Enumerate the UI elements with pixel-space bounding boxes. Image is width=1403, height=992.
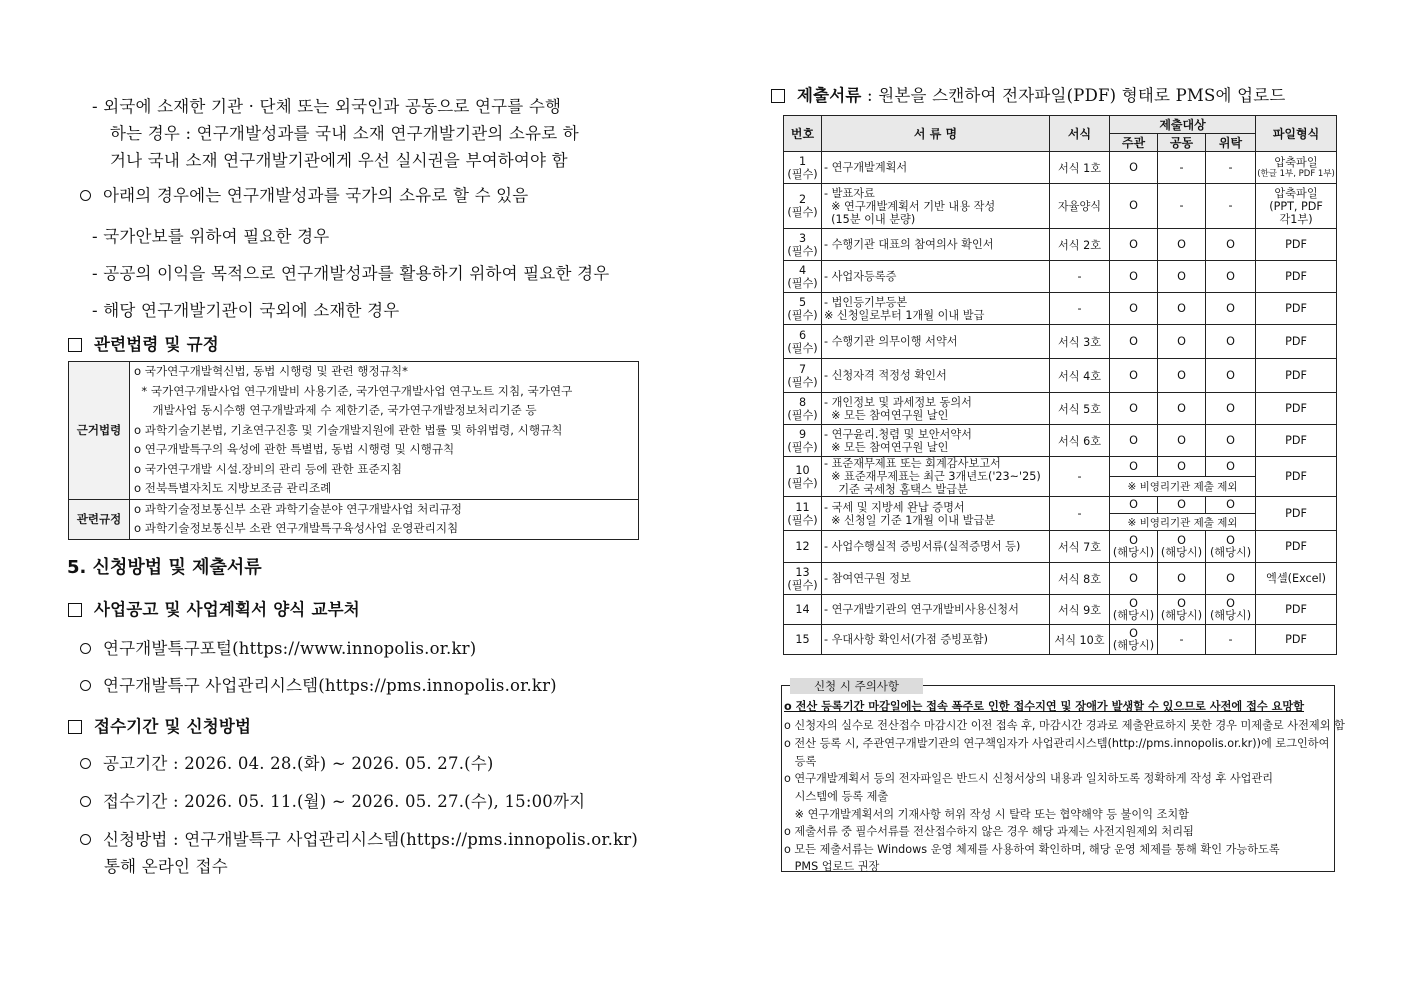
- doc-line: - 법인등기부등본: [824, 295, 908, 309]
- doc-name-cell: [822, 393, 1050, 425]
- form-cell: 서식 1호: [1050, 152, 1110, 184]
- form-cell: 서식 4호: [1050, 359, 1110, 393]
- filetype-line: (한글 1부, PDF 1부): [1257, 168, 1335, 179]
- row-number-cell: [784, 261, 822, 293]
- table-row: [784, 531, 1337, 563]
- target-a-cell: O: [1110, 229, 1158, 261]
- col-header-joint: 공동: [1158, 134, 1206, 152]
- row-number: 14: [795, 603, 810, 616]
- doc-line: ※ 모든 참여연구원 날인: [824, 440, 949, 454]
- target-a-cell: O: [1110, 425, 1158, 457]
- form-cell: 서식 2호: [1050, 229, 1110, 261]
- filetype-line: (PPT, PDF: [1269, 199, 1323, 213]
- table-row: [784, 152, 1337, 184]
- period-item-3: [80, 826, 638, 850]
- filetype-cell: [1256, 531, 1337, 563]
- basis-line: o 국가연구개발 시설.장비의 관리 등에 관한 표준지침: [134, 461, 403, 476]
- intro-line-2: 하는 경우 : 연구개발성과를 국내 소재 연구개발기관의 소유로 하: [110, 124, 579, 143]
- form-cell: 자율양식: [1050, 184, 1110, 229]
- target-b-cell: O: [1158, 359, 1206, 393]
- row-number-cell: [784, 425, 822, 457]
- target-a-cell: O: [1110, 457, 1158, 477]
- form-cell: 서식 7호: [1050, 531, 1110, 563]
- table-row: [784, 595, 1337, 625]
- filetype-cell: [1256, 152, 1337, 184]
- caution-line: 등록: [784, 755, 817, 768]
- table-row: [784, 261, 1337, 293]
- doc-line: - 개인정보 및 과세정보 동의서: [824, 395, 972, 409]
- filetype-line: PDF: [1285, 402, 1307, 415]
- row-number-cell: [784, 457, 822, 497]
- target-a-cell: O: [1110, 359, 1158, 393]
- target-c-cell: O: [1206, 229, 1256, 261]
- filetype-line: PDF: [1285, 434, 1307, 447]
- col-header-consign: 위탁: [1206, 134, 1256, 152]
- target-c-cell: O: [1206, 359, 1256, 393]
- target-a-cell: O: [1110, 563, 1158, 595]
- announce-period: 공고기간 : 2026. 04. 28.(화) ~ 2026. 05. 27.(수): [103, 754, 494, 773]
- target-b-cell: O (해당시): [1158, 595, 1206, 625]
- nonprofit-exempt-note: ※ 비영리기관 제출 제외: [1110, 514, 1256, 531]
- doc-line: - 표준재무제표 또는 회계감사보고서: [824, 457, 1001, 470]
- filetype-cell: [1256, 425, 1337, 457]
- circle-bullet-icon: [80, 796, 91, 807]
- filetype-line: 엑셀(Excel): [1266, 572, 1327, 585]
- row-required: (필수): [787, 440, 818, 454]
- basis-line: 개발사업 동시수행 연구개발과제 수 제한기준, 국가연구개발정보처리기준 등: [134, 403, 537, 417]
- rule-line: o 과학기술정보통신부 소관 과학기술분야 연구개발사업 처리규정: [134, 501, 462, 516]
- filetype-cell: [1256, 625, 1337, 655]
- caution-line: o 전산 등록기간 마감일에는 접속 폭주로 인한 접수지연 및 장애가 발생할 수 있으므로 사전에 접수 요망함: [784, 700, 1305, 713]
- target-c-cell: O: [1206, 497, 1256, 514]
- target-c-cell: O: [1206, 425, 1256, 457]
- target-b-cell: -: [1158, 152, 1206, 184]
- row-number: 9: [798, 427, 807, 441]
- doc-line: ※ 모든 참여연구원 날인: [824, 408, 949, 422]
- form-cell: -: [1050, 261, 1110, 293]
- caution-line: o 모든 제출서류는 Windows 운영 체제를 사용하여 확인하며, 해당 운영 체제를 통해 확인 가능하도록: [784, 843, 1280, 856]
- caution-line: o 연구개발계획서 등의 전자파일은 반드시 신청서상의 내용과 일치하도록 정확하게 작성 후 사업관리: [784, 772, 1274, 785]
- col-header-doc: 서 류 명: [822, 116, 1050, 152]
- target-a-cell: O (해당시): [1110, 595, 1158, 625]
- intro-line-1: - 외국에 소재한 기관 · 단체 또는 외국인과 공동으로 연구를 수행: [92, 97, 562, 116]
- period-item-1: [80, 750, 494, 774]
- filetype-line: PDF: [1285, 270, 1307, 283]
- filetype-cell: [1256, 457, 1337, 497]
- target-a-cell: O: [1110, 261, 1158, 293]
- row-number-cell: [784, 293, 822, 325]
- target-c-cell: O: [1206, 293, 1256, 325]
- notice-heading: [68, 596, 360, 620]
- notice-link-portal[interactable]: 연구개발특구포털(https://www.innopolis.or.kr): [103, 639, 477, 658]
- receipt-period: 접수기간 : 2026. 05. 11.(월) ~ 2026. 05. 27.(수), 15:00까지: [103, 792, 586, 811]
- filetype-line: PDF: [1285, 507, 1307, 520]
- doc-name-cell: [822, 595, 1050, 625]
- doc-line: ※ 표준재무제표는 최근 3개년도('23~'25): [824, 470, 1041, 483]
- doc-line: - 국세 및 지방세 완납 증명서: [824, 500, 965, 514]
- filetype-cell: [1256, 393, 1337, 425]
- period-item-2: [80, 788, 585, 812]
- filetype-line: 각1부): [1279, 212, 1313, 226]
- doc-line: - 연구윤리.청렴 및 보안서약서: [824, 427, 972, 441]
- target-c-cell: O (해당시): [1206, 595, 1256, 625]
- caution-line: o 신청자의 실수로 전산접수 마감시간 이전 접속 후, 마감시간 경과로 제출완료하지 못한 경우 미제출로 사전제외 함: [784, 719, 1345, 732]
- state-ownership-bullet: [80, 182, 528, 206]
- period-tail: 통해 온라인 접수: [104, 857, 228, 876]
- target-a-cell: O: [1110, 293, 1158, 325]
- form-cell: 서식 6호: [1050, 425, 1110, 457]
- caution-title: 신청 시 주의사항: [790, 678, 923, 694]
- row-number-cell: [784, 229, 822, 261]
- target-b-cell: O: [1158, 293, 1206, 325]
- rule-label: 관련규정: [69, 499, 130, 539]
- law-table: [68, 361, 639, 540]
- table-row: [784, 293, 1337, 325]
- form-cell: -: [1050, 497, 1110, 531]
- intro-line-3: 거나 국내 소재 연구개발기관에게 우선 실시권을 부여하여야 함: [110, 151, 568, 170]
- doc-name-cell: [822, 563, 1050, 595]
- circle-bullet-icon: [80, 834, 91, 845]
- target-b-cell: O: [1158, 229, 1206, 261]
- target-c-cell: -: [1206, 625, 1256, 655]
- filetype-cell: [1256, 563, 1337, 595]
- apply-method: 신청방법 : 연구개발특구 사업관리시스템(https://pms.innopolis.or.kr): [103, 830, 639, 849]
- caution-line: PMS 업로드 권장: [784, 860, 880, 873]
- nonprofit-exempt-note: ※ 비영리기관 제출 제외: [1110, 477, 1256, 497]
- state-ownership-text: 아래의 경우에는 연구개발성과를 국가의 소유로 할 수 있음: [103, 186, 529, 205]
- caution-line: o 전산 등록 시, 주관연구개발기관의 연구책임자가 사업관리시스템(http://pms.innopolis.or.kr))에 로그인하여: [784, 737, 1330, 750]
- row-number: 2: [798, 193, 807, 206]
- doc-name-cell: [822, 457, 1050, 497]
- filetype-line: PDF: [1285, 603, 1307, 616]
- doc-line: - 참여연구원 정보: [824, 572, 911, 585]
- filetype-line: PDF: [1285, 633, 1307, 646]
- rule-line: o 과학기술정보통신부 소관 연구개발특구육성사업 운영관리지침: [134, 521, 459, 535]
- law-heading-text: 관련법령 및 규정: [94, 335, 219, 354]
- circle-bullet-icon: [80, 190, 91, 201]
- circle-bullet-icon: [80, 680, 91, 691]
- table-row: [784, 325, 1337, 359]
- filetype-line: PDF: [1285, 369, 1307, 382]
- row-number: 11: [795, 500, 810, 514]
- row-number: 3: [798, 231, 807, 245]
- row-number-cell: [784, 393, 822, 425]
- doc-name-cell: [822, 325, 1050, 359]
- target-a-cell: O (해당시): [1110, 531, 1158, 563]
- submission-heading-bold: 제출서류: [797, 86, 862, 105]
- target-c-cell: -: [1206, 184, 1256, 229]
- notice-item-2: [80, 672, 557, 696]
- doc-name-cell: [822, 531, 1050, 563]
- filetype-line: 압축파일: [1274, 155, 1318, 169]
- doc-line: - 수행기관 대표의 참여의사 확인서: [824, 238, 994, 251]
- row-number-cell: [784, 497, 822, 531]
- table-row: [784, 563, 1337, 595]
- col-header-filetype: 파일형식: [1256, 116, 1337, 152]
- caution-line: 시스템에 등록 제출: [784, 790, 889, 803]
- row-required: (필수): [787, 578, 818, 592]
- target-b-cell: O: [1158, 261, 1206, 293]
- submission-heading: [771, 82, 1286, 106]
- row-number: 5: [798, 295, 807, 309]
- doc-line: - 신청자격 적정성 확인서: [824, 369, 947, 382]
- row-required: (필수): [787, 341, 818, 355]
- target-b-cell: O: [1158, 325, 1206, 359]
- checkbox-square-icon: [771, 89, 785, 103]
- basis-content: [130, 362, 639, 500]
- table-row: [784, 497, 1337, 514]
- checkbox-square-icon: [68, 338, 82, 352]
- row-number: 15: [795, 633, 810, 646]
- filetype-cell: [1256, 261, 1337, 293]
- filetype-line: PDF: [1285, 302, 1307, 315]
- row-required: (필수): [787, 244, 818, 258]
- row-required: (필수): [787, 167, 818, 181]
- filetype-line: PDF: [1285, 470, 1307, 483]
- caution-line: ※ 연구개발계획서의 기재사항 허위 작성 시 탈락 또는 협약해약 등 불이익 조치함: [784, 808, 1189, 821]
- submission-heading-rest: : 원본을 스캔하여 전자파일(PDF) 형태로 PMS에 업로드: [861, 86, 1286, 105]
- basis-line: o 국가연구개발혁신법, 동법 시행령 및 관련 행정규칙*: [134, 364, 408, 378]
- target-c-cell: O: [1206, 325, 1256, 359]
- caution-line: o 제출서류 중 필수서류를 전산접수하지 않은 경우 해당 과제는 사전지원제외 처리됨: [784, 825, 1194, 838]
- doc-name-cell: [822, 625, 1050, 655]
- row-number: 13: [795, 565, 810, 579]
- col-header-no: 번호: [784, 116, 822, 152]
- doc-line: - 사업자등록증: [824, 270, 897, 283]
- col-header-lead: 주관: [1110, 134, 1158, 152]
- doc-line: - 수행기관 의무이행 서약서: [824, 335, 958, 348]
- table-row: [784, 457, 1337, 477]
- row-number-cell: [784, 184, 822, 229]
- filetype-cell: [1256, 497, 1337, 531]
- row-number-cell: [784, 152, 822, 184]
- doc-line: - 우대사항 확인서(가점 증빙포함): [824, 633, 988, 646]
- row-required: (필수): [787, 308, 818, 322]
- notice-heading-text: 사업공고 및 사업계획서 양식 교부처: [94, 600, 360, 619]
- row-required: (필수): [787, 206, 818, 219]
- doc-line: - 발표자료: [824, 186, 875, 200]
- doc-name-cell: [822, 229, 1050, 261]
- row-number: 7: [798, 362, 807, 376]
- row-number: 4: [798, 263, 807, 277]
- doc-line: ※ 연구개발계획서 기반 내용 작성: [824, 199, 996, 213]
- row-number-cell: [784, 563, 822, 595]
- circle-bullet-icon: [80, 643, 91, 654]
- basis-line: o 연구개발특구의 육성에 관한 특별법, 동법 시행령 및 시행규칙: [134, 442, 455, 456]
- row-required: (필수): [787, 513, 818, 527]
- form-cell: 서식 5호: [1050, 393, 1110, 425]
- target-a-cell: O: [1110, 497, 1158, 514]
- basis-line: o 과학기술기본법, 기초연구진흥 및 기술개발지원에 관한 법률 및 하위법령, 시행규칙: [134, 422, 563, 437]
- circle-bullet-icon: [80, 758, 91, 769]
- row-number: 6: [798, 328, 807, 342]
- basis-line: * 국가연구개발사업 연구개발비 사용기준, 국가연구개발사업 연구노트 지침, 국가연구: [134, 383, 573, 398]
- target-c-cell: O (해당시): [1206, 531, 1256, 563]
- target-c-cell: -: [1206, 152, 1256, 184]
- form-cell: -: [1050, 457, 1110, 497]
- basis-label: 근거법령: [69, 362, 130, 500]
- form-cell: 서식 3호: [1050, 325, 1110, 359]
- form-cell: 서식 9호: [1050, 595, 1110, 625]
- filetype-line: PDF: [1285, 335, 1307, 348]
- filetype-cell: [1256, 229, 1337, 261]
- row-number: 1: [798, 154, 807, 168]
- target-b-cell: O: [1158, 563, 1206, 595]
- target-b-cell: O: [1158, 393, 1206, 425]
- filetype-cell: [1256, 359, 1337, 393]
- row-number: 10: [795, 463, 810, 477]
- target-c-cell: O: [1206, 457, 1256, 477]
- doc-line: 기준 국세청 홈택스 발급분: [824, 483, 968, 496]
- doc-name-cell: [822, 152, 1050, 184]
- form-cell: 서식 8호: [1050, 563, 1110, 595]
- filetype-cell: [1256, 325, 1337, 359]
- checkbox-square-icon: [68, 720, 82, 734]
- col-header-form: 서식: [1050, 116, 1110, 152]
- row-number-cell: [784, 325, 822, 359]
- row-number: 12: [795, 540, 810, 553]
- filetype-line: PDF: [1285, 238, 1307, 251]
- doc-name-cell: [822, 359, 1050, 393]
- target-a-cell: O: [1110, 152, 1158, 184]
- row-required: (필수): [787, 276, 818, 290]
- target-a-cell: O (해당시): [1110, 625, 1158, 655]
- doc-line: ※ 신청일 기준 1개월 이내 발급분: [824, 513, 996, 527]
- table-row: [784, 359, 1337, 393]
- filetype-line: PDF: [1285, 540, 1307, 553]
- state-item-3: - 해당 연구개발기관이 국외에 소재한 경우: [92, 301, 400, 320]
- target-b-cell: O: [1158, 425, 1206, 457]
- row-required: (필수): [787, 375, 818, 389]
- checkbox-square-icon: [68, 603, 82, 617]
- target-c-cell: O: [1206, 393, 1256, 425]
- filetype-cell: [1256, 595, 1337, 625]
- filetype-line: 압축파일: [1274, 186, 1318, 200]
- doc-name-cell: [822, 261, 1050, 293]
- basis-line: o 전북특별자치도 지방보조금 관리조례: [134, 481, 332, 495]
- target-b-cell: O (해당시): [1158, 531, 1206, 563]
- doc-name-cell: [822, 293, 1050, 325]
- doc-line: - 사업수행실적 증빙서류(실적증명서 등): [824, 540, 1021, 553]
- target-b-cell: O: [1158, 457, 1206, 477]
- state-item-2: - 공공의 이익을 목적으로 연구개발성과를 활용하기 위하여 필요한 경우: [92, 264, 610, 283]
- notice-link-pms[interactable]: 연구개발특구 사업관리시스템(https://pms.innopolis.or.kr): [103, 676, 557, 695]
- table-row: [784, 229, 1337, 261]
- filetype-cell: [1256, 184, 1337, 229]
- target-c-cell: O: [1206, 261, 1256, 293]
- table-row: [784, 425, 1337, 457]
- target-b-cell: O: [1158, 497, 1206, 514]
- row-required: (필수): [787, 408, 818, 422]
- doc-line: ※ 신청일로부터 1개월 이내 발급: [824, 308, 985, 322]
- period-heading-text: 접수기간 및 신청방법: [94, 717, 252, 736]
- doc-name-cell: [822, 184, 1050, 229]
- target-c-cell: O: [1206, 563, 1256, 595]
- row-required: (필수): [787, 476, 818, 490]
- target-a-cell: O: [1110, 393, 1158, 425]
- section5-title: 5. 신청방법 및 제출서류: [67, 557, 262, 578]
- submission-table: [783, 115, 1337, 655]
- notice-item-1: [80, 635, 476, 659]
- row-number-cell: [784, 625, 822, 655]
- doc-line: (15분 이내 분량): [824, 212, 916, 226]
- caution-box: [781, 679, 1345, 873]
- row-number-cell: [784, 531, 822, 563]
- row-number: 8: [798, 395, 807, 409]
- target-b-cell: -: [1158, 625, 1206, 655]
- row-number-cell: [784, 595, 822, 625]
- row-number-cell: [784, 359, 822, 393]
- rule-content: [130, 499, 639, 539]
- period-heading: [68, 713, 251, 737]
- doc-line: - 연구개발기관의 연구개발비사용신청서: [824, 603, 1019, 616]
- table-row: [784, 393, 1337, 425]
- table-row: [784, 184, 1337, 229]
- doc-name-cell: [822, 497, 1050, 531]
- form-cell: 서식 10호: [1050, 625, 1110, 655]
- table-row: [784, 625, 1337, 655]
- target-a-cell: O: [1110, 325, 1158, 359]
- doc-line: - 연구개발계획서: [824, 161, 908, 174]
- law-heading: [68, 331, 219, 355]
- state-item-1: - 국가안보를 위하여 필요한 경우: [92, 227, 330, 246]
- target-b-cell: -: [1158, 184, 1206, 229]
- target-a-cell: O: [1110, 184, 1158, 229]
- col-header-target: 제출대상: [1110, 116, 1256, 134]
- form-cell: -: [1050, 293, 1110, 325]
- filetype-cell: [1256, 293, 1337, 325]
- doc-name-cell: [822, 425, 1050, 457]
